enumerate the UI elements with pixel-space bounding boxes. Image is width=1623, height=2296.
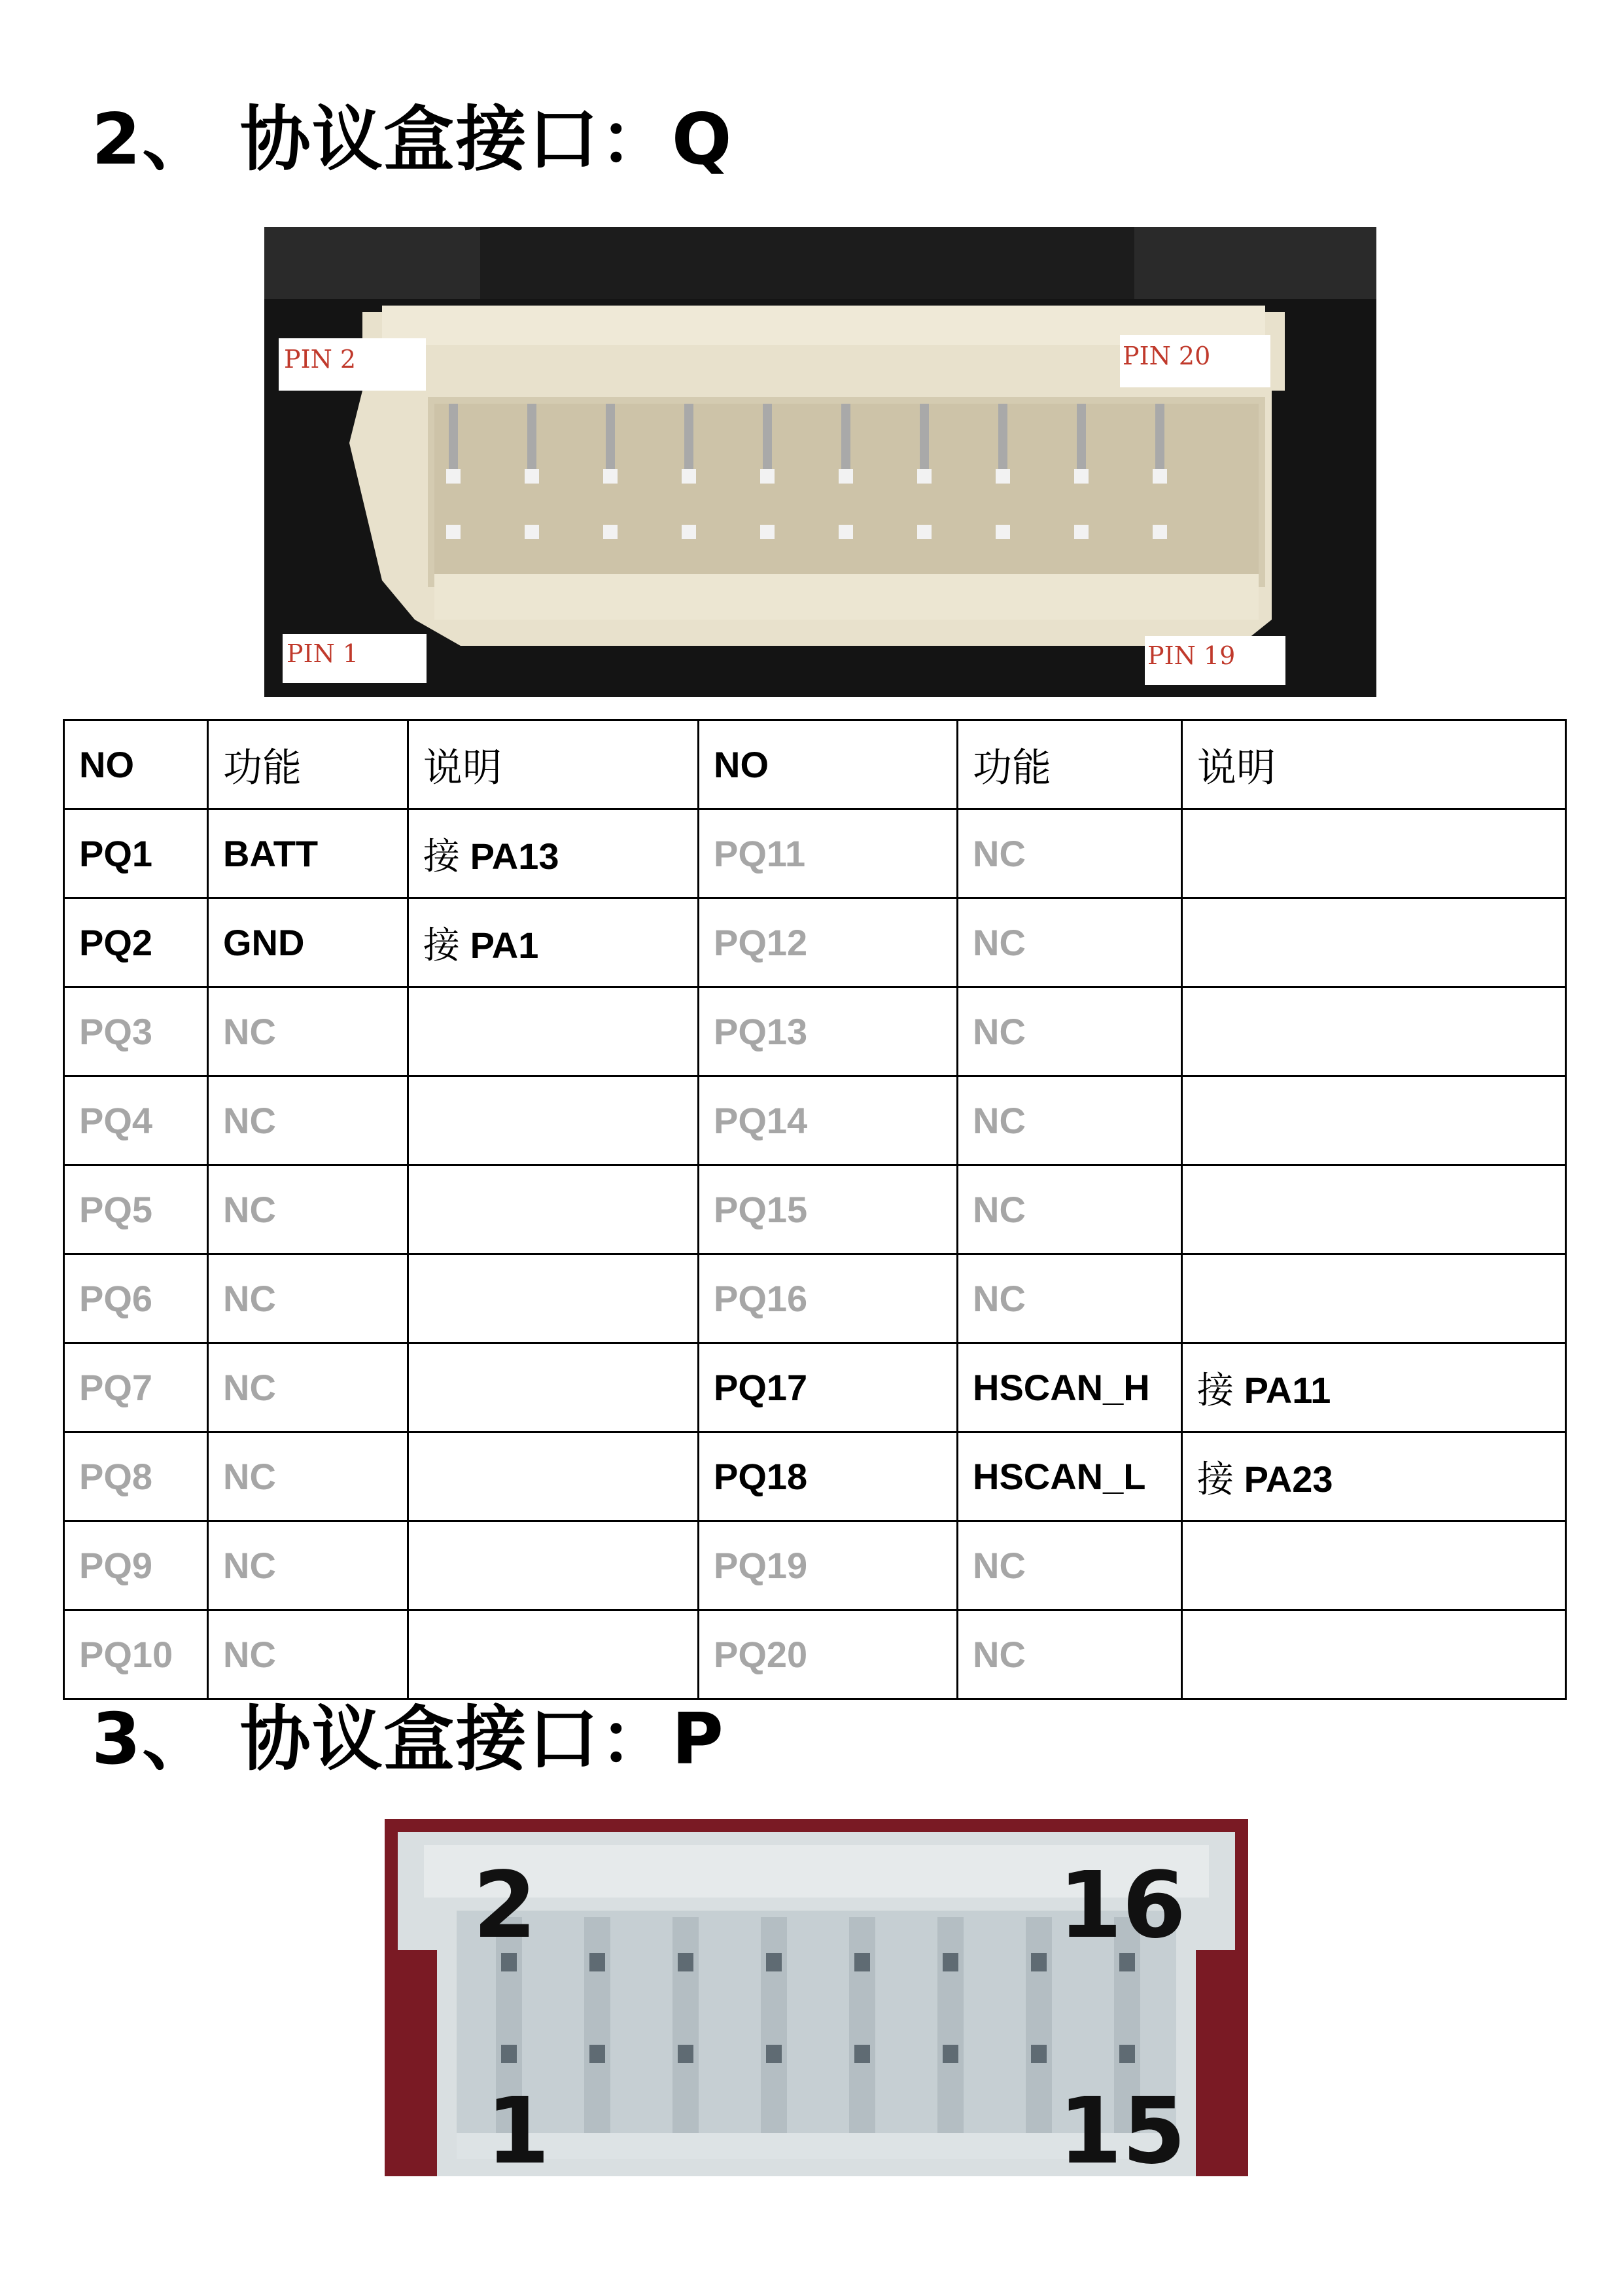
pin-2-label: 2: [473, 1852, 537, 1959]
pin-description-right: [1182, 1165, 1566, 1254]
pin-number-right: PQ12: [699, 898, 958, 987]
table-row: [64, 987, 1566, 1076]
table-row: [64, 1432, 1566, 1521]
pin-function-right: NC: [958, 809, 1182, 898]
pin-description-left: [408, 1254, 699, 1343]
pin-function-left: GND: [208, 898, 408, 987]
pin-description-left: [408, 987, 699, 1076]
pin-function-left: NC: [208, 987, 408, 1076]
pin-function-right: NC: [958, 1521, 1182, 1610]
header-no-right: NO: [699, 720, 958, 809]
pin-number-left: PQ8: [64, 1432, 208, 1521]
table-row: [64, 1610, 1566, 1699]
pin-description-left: [408, 1165, 699, 1254]
pin-1-label: 1: [486, 2078, 550, 2176]
pin2-label: PIN 2: [284, 345, 357, 374]
pin-number-left: PQ9: [64, 1521, 208, 1610]
pin-number-right: PQ16: [699, 1254, 958, 1343]
pin-table: [63, 719, 1567, 1700]
table-header-row: [64, 720, 1566, 809]
pin-function-right: NC: [958, 898, 1182, 987]
pin-function-left: NC: [208, 1254, 408, 1343]
pin-description-right: [1182, 987, 1566, 1076]
table-row: [64, 898, 1566, 987]
pin20-label: PIN 20: [1123, 342, 1211, 370]
pin-number-left: PQ6: [64, 1254, 208, 1343]
pin-function-right: NC: [958, 1076, 1182, 1165]
pin-description-left: [408, 809, 699, 898]
pin-function-right: NC: [958, 1610, 1182, 1699]
pin-description-right: [1182, 1076, 1566, 1165]
pin-description-right: [1182, 898, 1566, 987]
pin-description-right: [1182, 809, 1566, 898]
pin-number-right: PQ13: [699, 987, 958, 1076]
section-heading-p: 3、 协议盒接口：P: [92, 1699, 725, 1780]
section-heading-q: 2、 协议盒接口：Q: [92, 99, 733, 181]
pin-number-right: PQ19: [699, 1521, 958, 1610]
description-prefix: 接: [1197, 1369, 1234, 1412]
pin-function-left: NC: [208, 1521, 408, 1610]
table-row: [64, 1343, 1566, 1432]
pin-description-left: [408, 898, 699, 987]
pin-number-right: PQ14: [699, 1076, 958, 1165]
pin-description-left: [408, 1521, 699, 1610]
description-value: PA23: [1244, 1458, 1333, 1500]
pin-16-label: 16: [1058, 1852, 1186, 1959]
pin-description-right: [1182, 1521, 1566, 1610]
pin-number-left: PQ2: [64, 898, 208, 987]
pin-description-right: [1182, 1610, 1566, 1699]
header-no-left: NO: [64, 720, 208, 809]
pin-function-left: BATT: [208, 809, 408, 898]
header-description-right: 说明: [1182, 720, 1566, 809]
table-row: [64, 809, 1566, 898]
pin-function-left: NC: [208, 1610, 408, 1699]
pin-description-right: [1182, 1432, 1566, 1521]
pin-function-right: HSCAN_L: [958, 1432, 1182, 1521]
header-function-left: 功能: [208, 720, 408, 809]
pin-function-left: NC: [208, 1343, 408, 1432]
description-prefix: 接: [423, 924, 460, 967]
pin-number-right: PQ17: [699, 1343, 958, 1432]
description-prefix: 接: [423, 835, 460, 878]
pin-number-right: PQ20: [699, 1610, 958, 1699]
header-description-left: 说明: [408, 720, 699, 809]
pin-number-left: PQ7: [64, 1343, 208, 1432]
description-prefix: 接: [1197, 1458, 1234, 1501]
pin-function-right: NC: [958, 987, 1182, 1076]
pin-number-right: PQ18: [699, 1432, 958, 1521]
pin-number-left: PQ4: [64, 1076, 208, 1165]
pin-description-left: [408, 1076, 699, 1165]
pin-function-left: NC: [208, 1165, 408, 1254]
pin-function-right: NC: [958, 1165, 1182, 1254]
pin-function-left: NC: [208, 1432, 408, 1521]
pin-number-right: PQ11: [699, 809, 958, 898]
description-value: PA11: [1244, 1369, 1331, 1411]
table-row: [64, 1165, 1566, 1254]
pin-description-left: [408, 1343, 699, 1432]
connector-q-photo: [264, 227, 1376, 697]
description-value: PA1: [470, 924, 539, 966]
pin-number-left: PQ10: [64, 1610, 208, 1699]
connector-p-photo: [385, 1819, 1248, 2176]
pin-function-right: HSCAN_H: [958, 1343, 1182, 1432]
table-row: [64, 1076, 1566, 1165]
table-row: [64, 1521, 1566, 1610]
table-row: [64, 1254, 1566, 1343]
pin-15-label: 15: [1058, 2078, 1186, 2176]
pin-description-left: [408, 1610, 699, 1699]
pin-number-left: PQ1: [64, 809, 208, 898]
pin-description-left: [408, 1432, 699, 1521]
pin1-label: PIN 1: [287, 639, 359, 668]
header-function-right: 功能: [958, 720, 1182, 809]
pin-number-left: PQ5: [64, 1165, 208, 1254]
pin-description-right: [1182, 1254, 1566, 1343]
pin19-label: PIN 19: [1147, 641, 1236, 670]
pin-number-left: PQ3: [64, 987, 208, 1076]
description-value: PA13: [470, 835, 559, 877]
pin-function-left: NC: [208, 1076, 408, 1165]
pin-description-right: [1182, 1343, 1566, 1432]
pin-function-right: NC: [958, 1254, 1182, 1343]
pin-number-right: PQ15: [699, 1165, 958, 1254]
